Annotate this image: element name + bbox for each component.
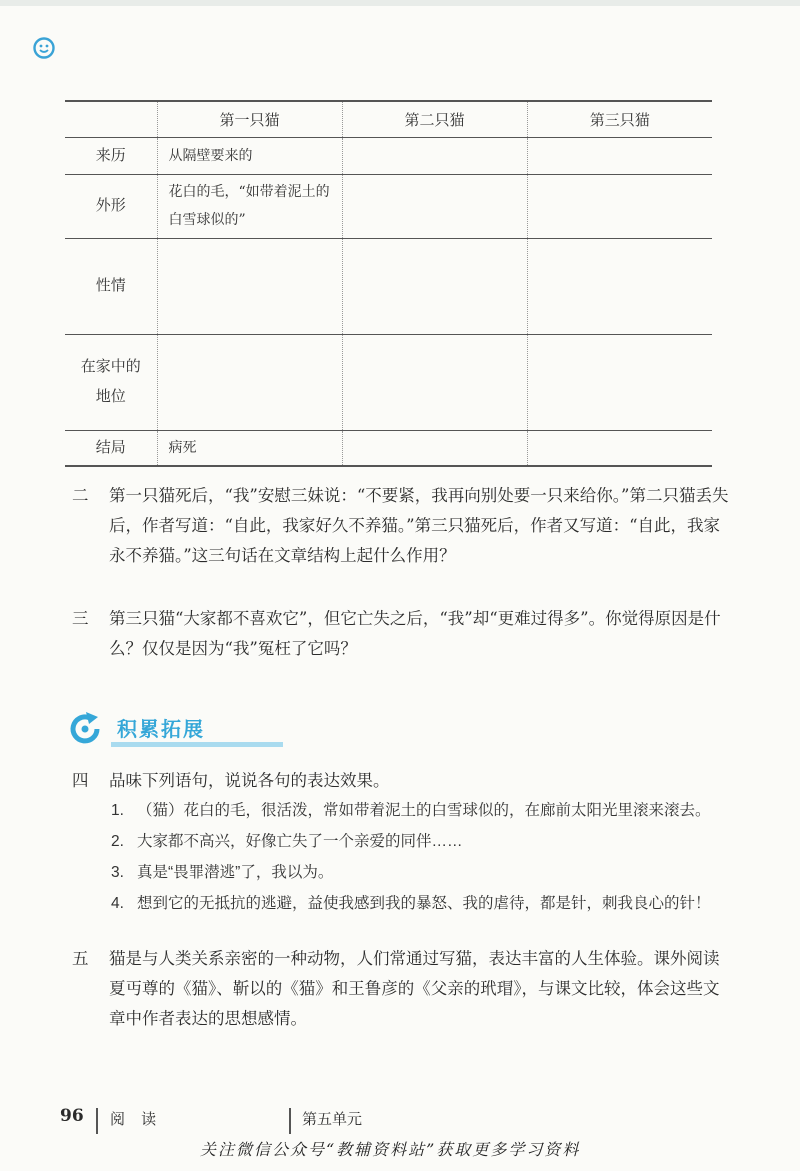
table-cell [342, 174, 527, 238]
item-text: 真是“畏罪潜逃”了，我以为。 [137, 864, 334, 881]
table-row [65, 238, 712, 334]
question-text: 第三只猫“大家都不喜欢它”，但它亡失之后，“我”却“更难过得多”。你觉得原因是什么？仅仅是因为“我”冤枉了它吗？ [109, 609, 721, 658]
row-label: 在家中的地位 [80, 358, 141, 405]
table-row [65, 174, 712, 238]
list-item [111, 890, 721, 917]
table-cell: 病死 [157, 430, 342, 466]
table-cell [342, 334, 527, 430]
smiley-icon [33, 37, 55, 59]
section-header [67, 707, 247, 751]
header-cell: 第三只猫 [527, 101, 712, 137]
table-cell [527, 137, 712, 174]
item-number: 3. [111, 864, 124, 881]
item-text: 想到它的无抵抗的逃避，益使我感到我的暴怒、我的虐待，都是针，刺我良心的针！ [137, 895, 711, 912]
header-cell [65, 101, 157, 137]
table-cell [527, 430, 712, 466]
item-number: 2. [111, 833, 124, 850]
footer-divider [96, 1108, 98, 1134]
page-number: 96 [60, 1106, 84, 1126]
list-item [111, 859, 721, 886]
question-2 [72, 481, 732, 571]
table-cell [342, 430, 527, 466]
table-cell: 花白的毛，“如带着泥土的白雪球似的” [157, 174, 342, 238]
top-edge [0, 0, 800, 6]
refresh-arrow-icon [67, 711, 103, 747]
table-row [65, 137, 712, 174]
question-4 [72, 766, 390, 796]
table-cell [157, 334, 342, 430]
question-text: 猫是与人类关系亲密的一种动物，人们常通过写猫，表达丰富的人生体验。课外阅读夏丏尊的《猫》、靳以的《猫》和王鲁彦的《父亲的玳瑁》，与课文比较，体会这些文章中作者表达的思想感情。 [109, 949, 720, 1028]
table-cell [527, 174, 712, 238]
footer-divider [289, 1108, 291, 1134]
question-3 [72, 604, 732, 664]
cat-comparison-table [65, 100, 712, 467]
table-cell [527, 238, 712, 334]
table-header-row [65, 101, 712, 137]
header-cell: 第一只猫 [157, 101, 342, 137]
question-number: 三 [72, 609, 89, 628]
table-cell [342, 238, 527, 334]
watermark: 关注微信公众号“教辅资料站”获取更多学习资料 [200, 1140, 581, 1159]
item-number: 1. [111, 802, 124, 819]
table-cell: 从隔壁要来的 [157, 137, 342, 174]
table-row [65, 430, 712, 466]
row-label: 结局 [95, 438, 126, 456]
list-item [111, 797, 721, 824]
question-number: 四 [72, 771, 89, 790]
row-label: 来历 [95, 146, 126, 164]
row-label: 外形 [95, 197, 126, 214]
question-text: 品味下列语句，说说各句的表达效果。 [109, 771, 390, 790]
list-item [111, 828, 721, 855]
question-4-items [111, 797, 721, 921]
item-text: 大家都不高兴，好像亡失了一个亲爱的同伴…… [137, 833, 463, 850]
table-cell [157, 238, 342, 334]
table-cell [342, 137, 527, 174]
item-text: （猫）花白的毛，很活泼，常如带着泥土的白雪球似的，在廊前太阳光里滚来滚去。 [137, 802, 711, 819]
question-text: 第一只猫死后，“我”安慰三妹说：“不要紧，我再向别处要一只来给你。”第二只猫丢失后，作者写道：“自此，我家好久不养猫。”第三只猫死后，作者又写道：“自此，我家永不养猫。”这三句话在文章结构上起什么作用？ [109, 486, 729, 565]
footer-unit: 第五单元 [302, 1111, 363, 1128]
section-title: 积累拓展 [117, 717, 205, 741]
page-footer [60, 1106, 740, 1136]
header-cell: 第二只猫 [342, 101, 527, 137]
question-number: 二 [72, 486, 89, 505]
footer-section: 阅 读 [110, 1111, 163, 1128]
item-number: 4. [111, 895, 124, 912]
row-label: 性情 [95, 277, 126, 294]
section-underline [111, 742, 283, 747]
question-5 [72, 944, 732, 1034]
table-row [65, 334, 712, 430]
table-cell [527, 334, 712, 430]
question-number: 五 [72, 949, 89, 968]
